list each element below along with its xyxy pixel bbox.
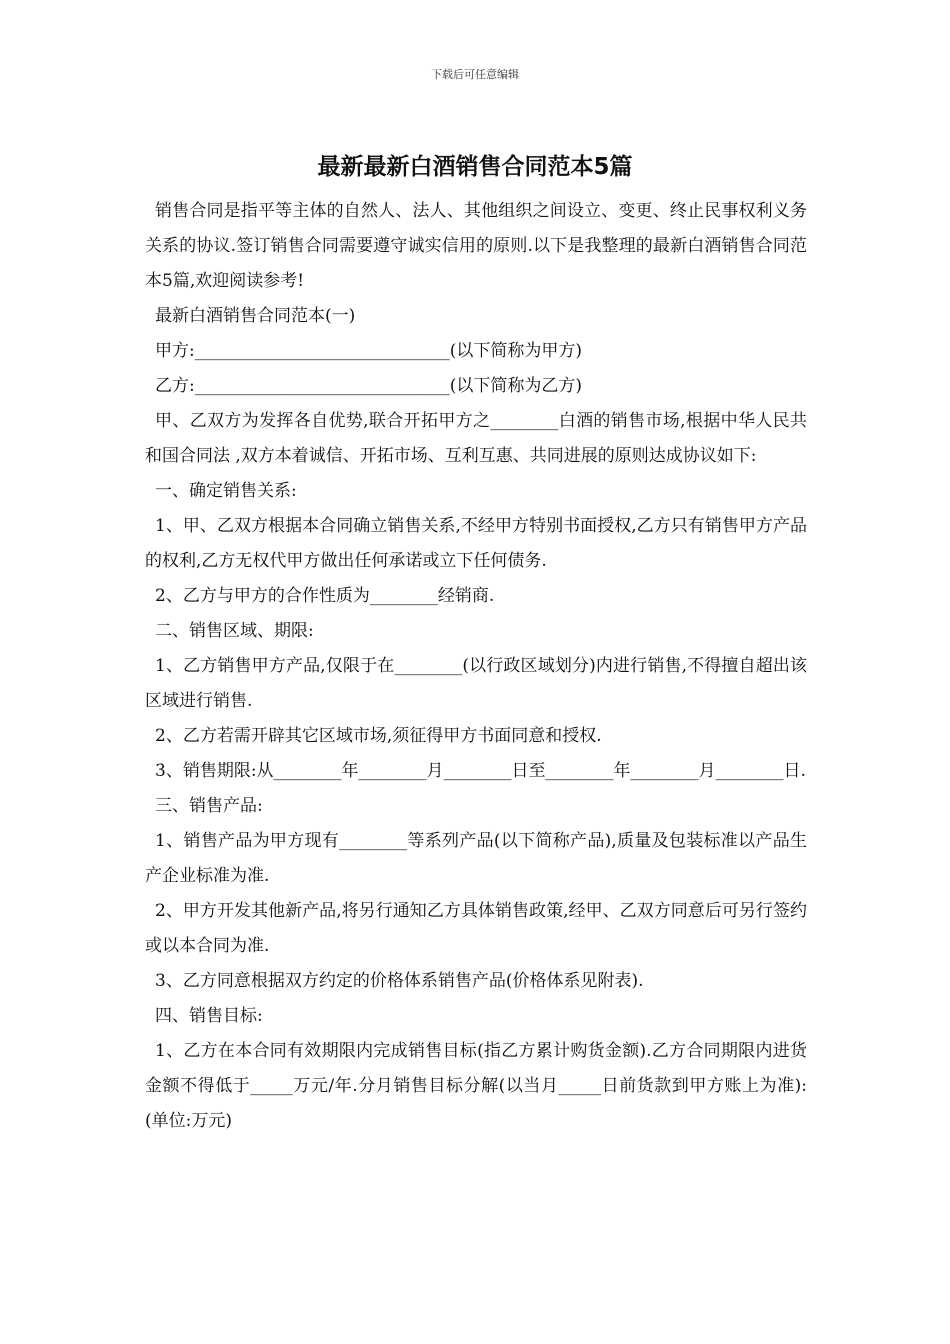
party-a-line: 甲方:______________________________(以下简称为甲方)	[155, 341, 582, 361]
document-body	[145, 194, 807, 1139]
clause-heading-2: 二、销售区域、期限:	[155, 621, 314, 641]
clause-3-2: 2、甲方开发其他新产品,将另行通知乙方具体销售政策,经甲、乙双方同意后可另行签约或以本合同为准.	[145, 901, 807, 956]
intro-paragraph: 销售合同是指平等主体的自然人、法人、其他组织之间设立、变更、终止民事权利义务关系的协议.签订销售合同需要遵守诚实信用的原则.以下是我整理的最新白酒销售合同范本5篇,欢迎阅读参考!	[145, 201, 807, 291]
page-header-note: 下载后可任意编辑	[431, 68, 519, 81]
preamble-paragraph: 甲、乙双方为发挥各自优势,联合开拓甲方之________白酒的销售市场,根据中华人民共和国合同法 ,双方本着诚信、开拓市场、互利互惠、共同进展的原则达成协议如下:	[145, 411, 807, 466]
party-b-line: 乙方:______________________________(以下简称为乙方)	[155, 376, 582, 396]
document-title: 最新最新白酒销售合同范本5篇	[317, 154, 633, 180]
clause-2-3: 3、销售期限:从________年________月________日至________年________月________日.	[155, 761, 806, 781]
section-heading-contract-one: 最新白酒销售合同范本(一)	[155, 306, 356, 326]
clause-2-1: 1、乙方销售甲方产品,仅限于在________(以行政区域划分)内进行销售,不得擅自超出该区域进行销售.	[145, 656, 807, 711]
clause-2-2: 2、乙方若需开辟其它区域市场,须征得甲方书面同意和授权.	[155, 726, 602, 746]
clause-heading-1: 一、确定销售关系:	[155, 481, 297, 501]
clause-1-2: 2、乙方与甲方的合作性质为________经销商.	[155, 586, 495, 606]
clause-heading-3: 三、销售产品:	[155, 796, 263, 816]
clause-heading-4: 四、销售目标:	[155, 1006, 263, 1026]
clause-3-3: 3、乙方同意根据双方约定的价格体系销售产品(价格体系见附表).	[155, 971, 644, 991]
clause-3-1: 1、销售产品为甲方现有________等系列产品(以下简称产品),质量及包装标准以产品生产企业标准为准.	[145, 831, 807, 886]
clause-4-1: 1、乙方在本合同有效期限内完成销售目标(指乙方累计购货金额).乙方合同期限内进货金额不得低于_____万元/年.分月销售目标分解(以当月_____日前货款到甲方账上为准):(单位:万元)	[145, 1041, 807, 1131]
clause-1-1: 1、甲、乙双方根据本合同确立销售关系,不经甲方特别书面授权,乙方只有销售甲方产品的权利,乙方无权代甲方做出任何承诺或立下任何债务.	[145, 516, 807, 571]
